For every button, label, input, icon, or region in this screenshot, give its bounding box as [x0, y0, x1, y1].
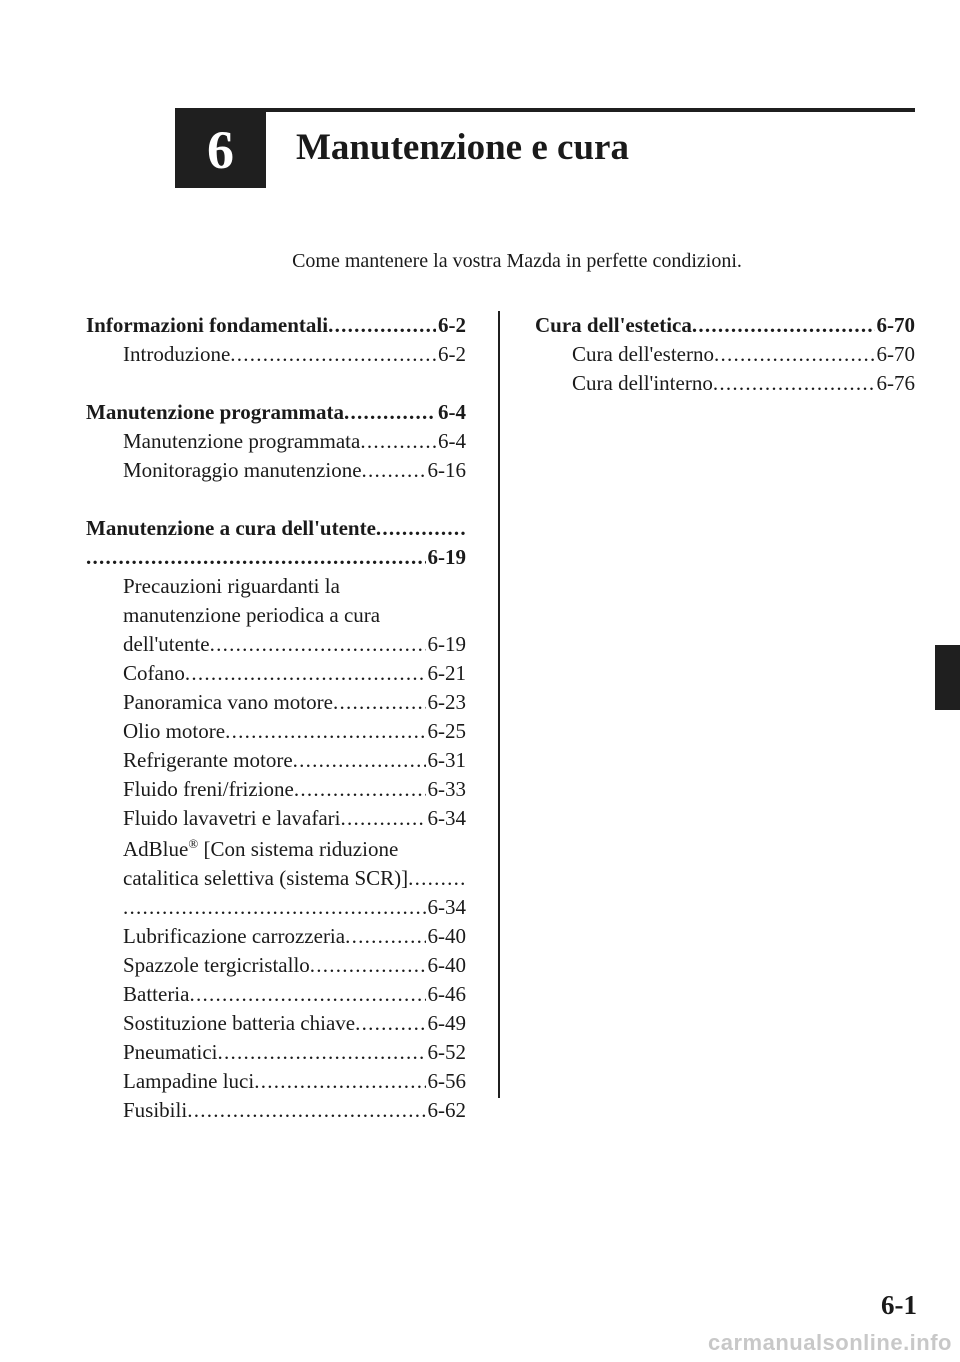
toc-entry[interactable]: Cofano . . . 6-21	[86, 659, 466, 688]
chapter-side-tab	[935, 645, 960, 710]
toc-entry[interactable]: Lampadine luci . . . 6-56	[86, 1067, 466, 1096]
chapter-subtitle: Come mantenere la vostra Mazda in perfette condizioni.	[292, 250, 742, 272]
toc-section[interactable]: Manutenzione programmata . . . 6-4	[86, 398, 466, 427]
toc-entry[interactable]: Fusibili . . . 6-62	[86, 1096, 466, 1125]
toc-entry-adblue-l2[interactable]: catalitica selettiva (sistema SCR)] . . .	[86, 864, 466, 893]
toc-entry[interactable]: dell'utente . . . 6-19	[86, 630, 466, 659]
toc-entry[interactable]: Fluido freni/frizione . . . 6-33	[86, 775, 466, 804]
toc-entry-precauzioni-l1: Precauzioni riguardanti la	[123, 574, 340, 598]
chapter-number-box	[175, 112, 266, 188]
title-rule	[175, 108, 915, 112]
toc-entry-precauzioni-l2: manutenzione periodica a cura	[123, 603, 381, 627]
chapter-title: Manutenzione e cura	[296, 127, 629, 168]
toc-entry-adblue-l3[interactable]: . . . 6-34	[86, 893, 466, 922]
registered-mark: ®	[188, 836, 199, 851]
toc-entry[interactable]: Pneumatici . . . 6-52	[86, 1038, 466, 1067]
toc-entry[interactable]: Batteria . . . 6-46	[86, 980, 466, 1009]
page-number: 6-1	[881, 1290, 917, 1320]
column-divider	[498, 311, 500, 1098]
toc-entry[interactable]: Refrigerante motore . . . 6-31	[86, 746, 466, 775]
watermark: carmanualsonline.info	[708, 1330, 952, 1355]
toc-section-continued[interactable]: . . . 6-19	[86, 543, 466, 572]
toc-entry[interactable]: Monitoraggio manutenzione . . . 6-16	[86, 456, 466, 485]
chapter-number: 6	[207, 120, 234, 180]
toc-entry[interactable]: Panoramica vano motore . . . 6-23	[86, 688, 466, 717]
toc-entry[interactable]: Lubrificazione carrozzeria . . . 6-40	[86, 922, 466, 951]
toc-entry[interactable]: Cura dell'interno . . . 6-76	[535, 369, 915, 398]
toc-entry[interactable]: Sostituzione batteria chiave . . . 6-49	[86, 1009, 466, 1038]
toc-entry[interactable]: Olio motore . . . 6-25	[86, 717, 466, 746]
toc-section[interactable]: Cura dell'estetica . . . 6-70	[535, 311, 915, 340]
toc-entry[interactable]: Spazzole tergicristallo . . . 6-40	[86, 951, 466, 980]
toc-section[interactable]: Manutenzione a cura dell'utente . . .	[86, 514, 466, 543]
toc-right-column	[535, 311, 915, 398]
toc-entry[interactable]: Manutenzione programmata . . . 6-4	[86, 427, 466, 456]
toc-entry[interactable]: Introduzione . . . 6-2	[86, 340, 466, 369]
toc-entry[interactable]: Fluido lavavetri e lavafari . . . 6-34	[86, 804, 466, 833]
toc-entry[interactable]: Cura dell'esterno . . . 6-70	[535, 340, 915, 369]
toc-section[interactable]: Informazioni fondamentali . . . 6-2	[86, 311, 466, 340]
toc-left-column	[86, 311, 466, 1125]
toc-entry-adblue-l1: AdBlue® [Con sistema riduzione	[123, 836, 399, 861]
